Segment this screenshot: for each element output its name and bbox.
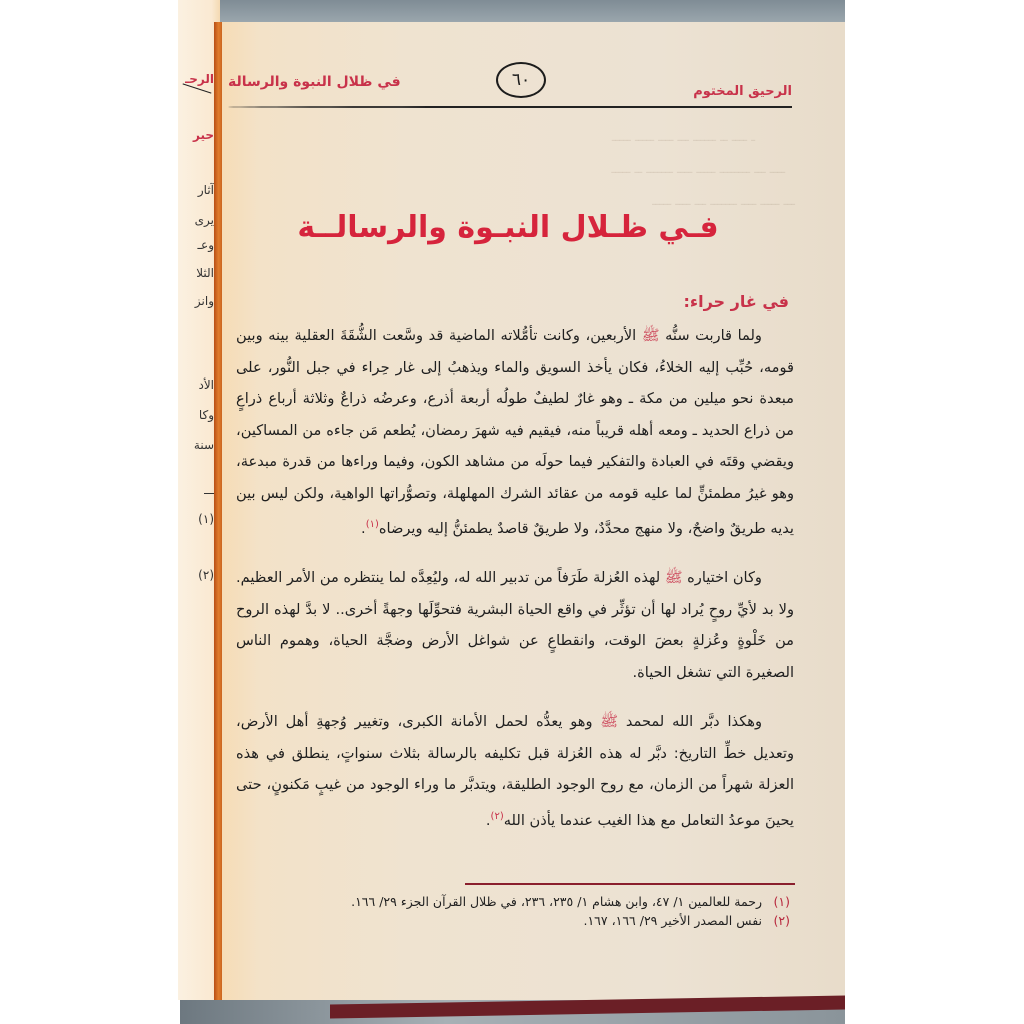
paragraph-text: وهو يعدُّه لحمل الأمانة الكبرى، وتغيير وُجهةِ أهل الأرض، وتعديل خطِّ التاريخ: دبَّر له هذه العُزلة قبل تكليفه بالرسالة بثلاث سنواتٍ، ينطلق في هذه العزلة شهراً من الزمان، مع روح الوجود الطليقة، ويتدبَّر ما وراء الوجود من غيبٍ مَكنونٍ، حتى يحينَ موعدُ التعامل مع هذا الغيب عندما يأذن الله xyxy=(236,713,794,829)
page-header xyxy=(228,62,792,112)
paragraph-end: . xyxy=(485,811,491,829)
paragraph-text: لهذه العُزلة طَرَفاً من تدبير الله له، وليُعِدَّه لما ينتظره من الأمر العظيم. ولا بد لأيِّ روحٍ يُراد لها أن تؤثِّر في واقع الحياة البشرية فتحوِّلَها وجهةً أخرى.. لا بدَّ لهذه الروح من خَلْوةٍ وعُزلةٍ بعضَ الوقت، وانقطاعٍ عن شواغل الأرض وضجَّة الحياة، وهموم الناس الصغيرة التي تشغل الحياة. xyxy=(236,569,794,681)
bleed-through-text: ـ ــــ ــ ــــــ ـــ ــــ ـــــ ـــــ xyxy=(611,130,755,145)
left-page-footnote-fragment: (١) xyxy=(198,512,214,526)
left-page-text-fragment: الثلا xyxy=(196,266,214,280)
paragraph-text: ولما قاربت سنُّه xyxy=(659,327,762,344)
left-page-text-fragment: آثار xyxy=(197,183,214,197)
left-page-text-fragment: وكا xyxy=(198,408,214,422)
paragraph-end: . xyxy=(361,519,366,537)
left-page-text-fragment: وانز xyxy=(194,294,214,308)
footnote-text: رحمة للعالمين ١/ ٤٧، وابن هشام ١/ ٢٣٥، ٢٣٦، في ظلال القرآن الجزء ٢٩/ ١٦٦. xyxy=(351,894,762,909)
left-page-heading-fragment: حير xyxy=(192,128,214,142)
footnote-ref[interactable]: (٢) xyxy=(490,810,504,822)
footnote-text: نفس المصدر الأخير ٢٩/ ١٦٦، ١٦٧. xyxy=(583,913,762,928)
left-page-text-fragment: سنة xyxy=(193,438,214,452)
background-shadow-top xyxy=(180,0,845,22)
left-page-footnote-fragment: (٢) xyxy=(198,568,214,582)
salutation-icon: ﷺ xyxy=(600,713,619,731)
running-chapter-title: في ظلال النبوة والرسالة xyxy=(228,74,401,90)
footnote-ref[interactable]: (١) xyxy=(365,519,379,530)
bleed-through-text: ـــ ـــــ ــــ ـــــــ ـــ ــــ ـــــ xyxy=(652,194,795,209)
bleed-through-text: ــــ ـــ ــــــــ ـــــ ــــ ـــــــ ــ ـــــ xyxy=(611,162,785,177)
page-number-badge xyxy=(496,62,546,98)
footnote-number: (١) xyxy=(773,894,790,909)
footnotes xyxy=(236,892,794,930)
paragraph-text: الأربعين، وكانت تأمُّلاته الماضية قد وسَّعت الشُّقَةَ العقلية بينه وبين قومه، حُبِّب إليه الخلاءُ، فكان يأخذ السويق والماء ويذهبُ إلى غار حِراء في جبل النُّور، على مبعدة نحو ميلين من مكة ـ وهو غارٌ لطيفٌ طولُه أربعة أذرع، وعرضُه ذراعٌ وثلاثة أرباع ذراعٍ من ذراع الحديد ـ ومعه أهله قريباً منه، فيقيم فيه شهرَ رمضان، يُطعم مَن جاءه من المساكين، ويقضي وقتَه في العبادة والتفكير فيما حولَه من مشاهد الكون، وفيما وراءها من قدرة مبدعة، وهو غيرُ مطمئنٍّ لما عليه قومه من عقائد الشرك المهلهلة، وتصوُّراتها الواهية، ولكن ليس بين يديه طريقٌ واضحٌ، ولا منهج محدَّدٌ، ولا طريقٌ قاصدٌ يطمئنُّ إليه ويرضاه xyxy=(236,327,794,537)
page-number: ٦٠ xyxy=(511,70,531,90)
footnote-number: (٢) xyxy=(773,913,790,928)
body-text xyxy=(236,320,794,850)
left-page-text-fragment: يرى xyxy=(194,213,214,227)
paragraph-text: وكان اختياره xyxy=(682,569,762,587)
footnote-item xyxy=(236,911,794,930)
footnote-separator xyxy=(465,883,795,885)
paragraph xyxy=(236,706,794,836)
salutation-icon: ﷺ xyxy=(664,569,683,587)
book-title: الرحيق المختوم xyxy=(693,84,792,99)
left-page-header-fragment: الرحـ xyxy=(185,72,214,86)
header-rule xyxy=(228,106,792,108)
chapter-title: فـي ظـلال النبـوة والرسالــة xyxy=(297,210,719,246)
section-title: في غار حراء: xyxy=(683,292,789,311)
paragraph xyxy=(236,320,794,544)
paragraph xyxy=(236,562,794,688)
paragraph-text: وهكذا دبَّر الله لمحمد xyxy=(618,713,763,731)
left-page-text-fragment: الأد xyxy=(198,378,214,392)
left-page-text-fragment: وعـ xyxy=(197,238,214,252)
salutation-icon: ﷺ xyxy=(641,327,660,344)
footnote-item xyxy=(236,892,794,911)
